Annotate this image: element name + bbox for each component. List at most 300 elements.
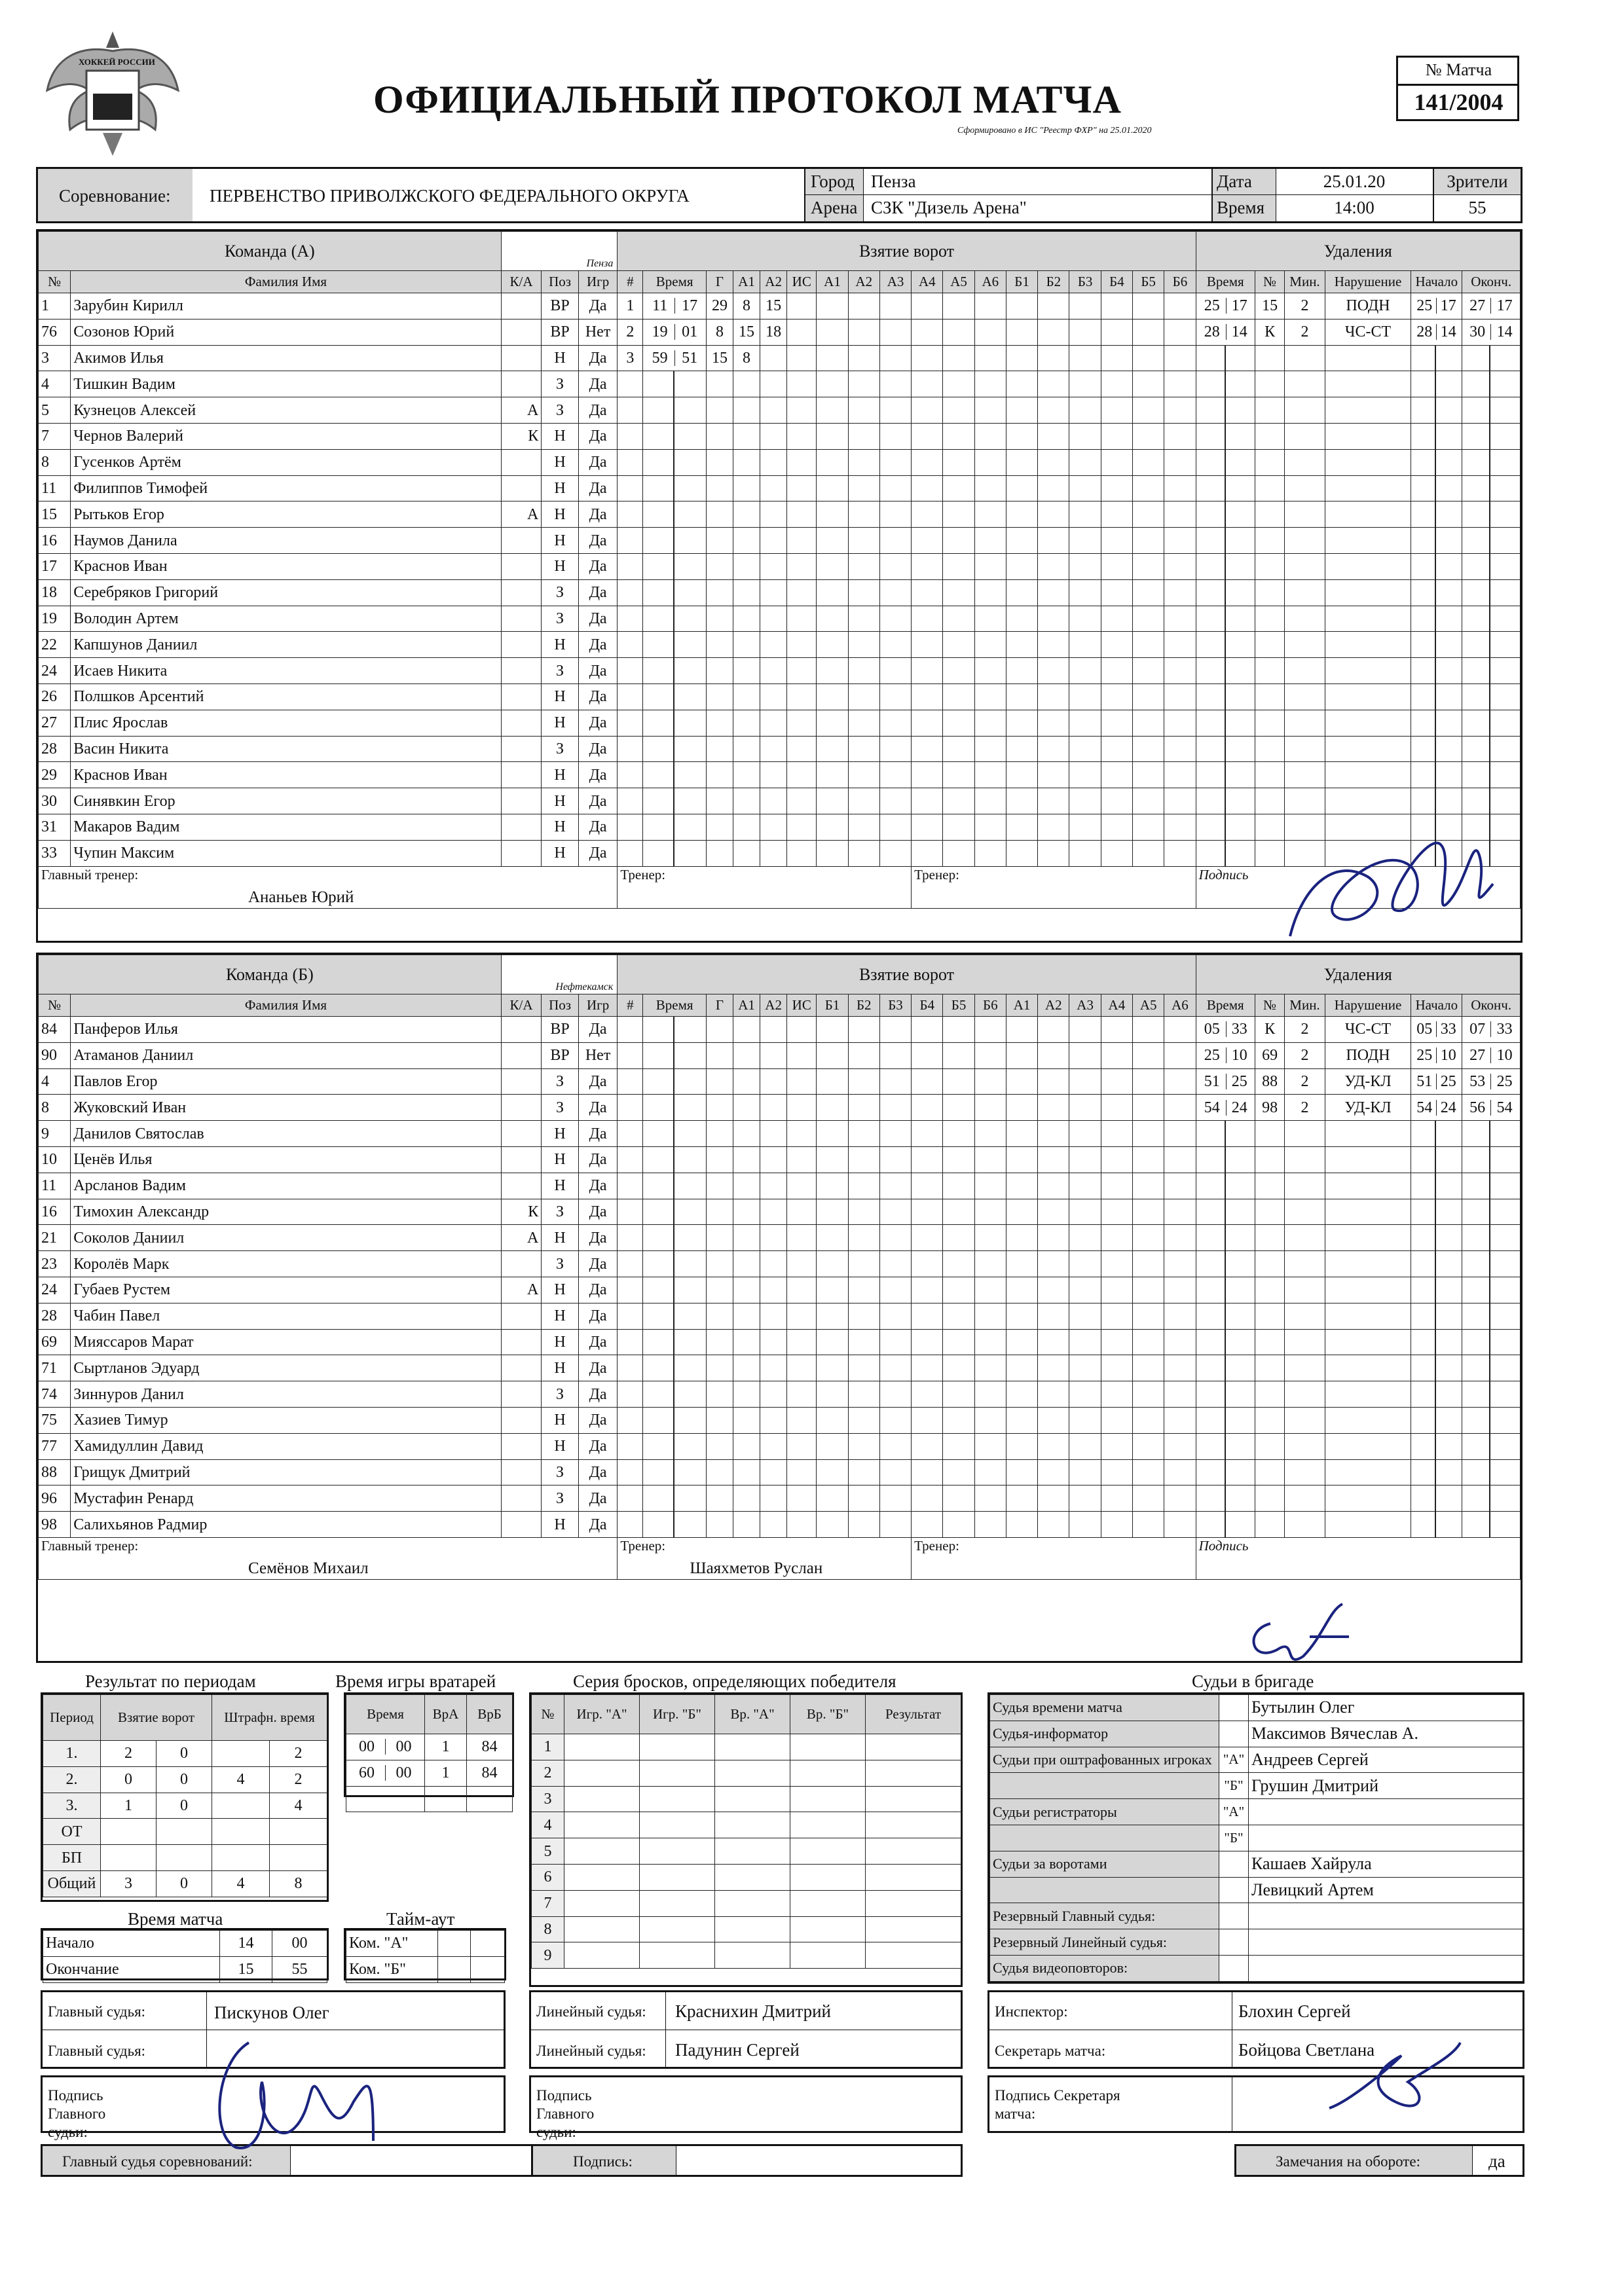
line-ref-2: Падунин Сергей bbox=[675, 2040, 800, 2060]
player-position: З bbox=[542, 397, 578, 424]
pen-minute: 28 bbox=[1198, 324, 1227, 340]
period-cell: 2 bbox=[101, 1741, 157, 1767]
shootout-num: 8 bbox=[532, 1916, 564, 1942]
player-number: 23 bbox=[39, 1251, 71, 1277]
team-label: Команда (А) bbox=[39, 232, 502, 271]
pen-second: 25 bbox=[1231, 1072, 1247, 1090]
player-position: Н bbox=[542, 528, 578, 554]
main-ref-label: Главный судья: bbox=[48, 2003, 146, 2020]
player-name: Хазиев Тимур bbox=[71, 1407, 501, 1433]
player-row bbox=[39, 762, 1521, 788]
col-pend: Оконч. bbox=[1462, 994, 1521, 1017]
goal-second: 01 bbox=[682, 323, 698, 341]
ref-row bbox=[990, 1747, 1523, 1773]
comp-ref-label: Главный судья соревнований: bbox=[62, 2153, 253, 2170]
gk-a: 1 bbox=[425, 1760, 467, 1786]
player-position: ВР bbox=[542, 1017, 578, 1043]
player-role: А bbox=[501, 1225, 542, 1251]
sign-label: Подпись: bbox=[573, 2153, 633, 2170]
player-played: Да bbox=[578, 658, 618, 684]
pen-start-min: 25 bbox=[1413, 1048, 1437, 1063]
player-row bbox=[39, 579, 1521, 606]
player-played: Да bbox=[578, 1017, 618, 1043]
goal-number: 1 bbox=[618, 293, 643, 319]
ref-row bbox=[990, 1877, 1523, 1903]
refs-title: Судьи в бригаде bbox=[1192, 1671, 1314, 1691]
coach-name: Шаяхметов Руслан bbox=[690, 1559, 823, 1577]
match-time-table bbox=[41, 1928, 329, 1980]
col-sixA-5: А6 bbox=[1164, 994, 1196, 1017]
player-position: З bbox=[542, 579, 578, 606]
player-played: Да bbox=[578, 1068, 618, 1095]
player-row bbox=[39, 397, 1521, 424]
player-row bbox=[39, 449, 1521, 475]
shootout-num: 1 bbox=[532, 1734, 564, 1760]
player-number: 21 bbox=[39, 1225, 71, 1251]
player-position: ВР bbox=[542, 319, 578, 345]
ref-team bbox=[1219, 1695, 1249, 1721]
col-sixA-2: А3 bbox=[879, 271, 911, 293]
gk-col: ВрА bbox=[425, 1695, 467, 1734]
ref-team bbox=[1219, 1929, 1249, 1956]
col-pviol: Нарушение bbox=[1325, 271, 1411, 293]
shootout-row bbox=[532, 1942, 961, 1969]
signature-team-a bbox=[1277, 805, 1506, 956]
pen-start-min: 05 bbox=[1413, 1021, 1437, 1037]
period-cell: 2 bbox=[270, 1741, 327, 1767]
player-position: Н bbox=[542, 475, 578, 501]
arena-value: СЗК "Дизель Арена" bbox=[871, 198, 1027, 217]
player-played: Да bbox=[578, 501, 618, 528]
pen-end-sec: 33 bbox=[1496, 1021, 1513, 1038]
player-number: 75 bbox=[39, 1407, 71, 1433]
player-name: Полшков Арсентий bbox=[71, 683, 501, 710]
pen-player: К bbox=[1255, 1017, 1284, 1043]
gk-title: Время игры вратарей bbox=[335, 1671, 496, 1691]
player-played: Да bbox=[578, 1512, 618, 1538]
col-ptime: Время bbox=[1196, 994, 1255, 1017]
period-cell: 0 bbox=[157, 1793, 212, 1819]
col-period: Период bbox=[43, 1695, 101, 1741]
player-row bbox=[39, 736, 1521, 762]
col-pmin: Мин. bbox=[1285, 994, 1325, 1017]
ref-team bbox=[1219, 1955, 1249, 1981]
player-position: З bbox=[542, 1381, 578, 1408]
player-role bbox=[501, 528, 542, 554]
sign-label: Подпись bbox=[1198, 866, 1249, 883]
inspector-value: Блохин Сергей bbox=[1238, 2001, 1351, 2021]
player-row bbox=[39, 1121, 1521, 1147]
player-number: 19 bbox=[39, 606, 71, 632]
col-sixB-3: Б4 bbox=[912, 994, 943, 1017]
shootout-num: 5 bbox=[532, 1838, 564, 1865]
player-number: 88 bbox=[39, 1459, 71, 1485]
player-role: А bbox=[501, 501, 542, 528]
player-role bbox=[501, 449, 542, 475]
refs-table bbox=[987, 1692, 1524, 1984]
player-role bbox=[501, 710, 542, 736]
player-row bbox=[39, 1303, 1521, 1329]
player-row bbox=[39, 475, 1521, 501]
pen-end-min: 27 bbox=[1464, 298, 1491, 314]
player-played: Да bbox=[578, 632, 618, 658]
shootout-row bbox=[532, 1864, 961, 1890]
player-role bbox=[501, 632, 542, 658]
goal-minute: 59 bbox=[645, 350, 675, 366]
player-row bbox=[39, 1485, 1521, 1512]
period-cell: БП bbox=[43, 1845, 101, 1871]
player-name: Серебряков Григорий bbox=[71, 579, 501, 606]
coach-label: Тренер: bbox=[620, 1537, 666, 1554]
period-cell: 0 bbox=[157, 1766, 212, 1793]
pen-end-sec: 54 bbox=[1496, 1099, 1513, 1116]
player-name: Королёв Марк bbox=[71, 1251, 501, 1277]
player-number: 17 bbox=[39, 553, 71, 579]
period-cell bbox=[101, 1819, 157, 1845]
player-role bbox=[501, 840, 542, 866]
ref-name: Андреев Сергей bbox=[1249, 1747, 1523, 1773]
player-number: 31 bbox=[39, 814, 71, 840]
main-ref-1: Пискунов Олег bbox=[214, 2003, 329, 2022]
player-number: 16 bbox=[39, 1199, 71, 1225]
line-ref-label-2: Линейный судья: bbox=[536, 2043, 646, 2059]
end-min: 55 bbox=[272, 1956, 327, 1982]
player-number: 24 bbox=[39, 658, 71, 684]
shootout-row bbox=[532, 1734, 961, 1760]
goal-assist-1: 15 bbox=[733, 319, 760, 345]
player-played: Нет bbox=[578, 319, 618, 345]
ref-role: Резервный Линейный судья: bbox=[990, 1929, 1219, 1956]
pen-player: 15 bbox=[1255, 293, 1284, 319]
player-position: Н bbox=[542, 449, 578, 475]
competition-name: ПЕРВЕНСТВО ПРИВОЛЖСКОГО ФЕДЕРАЛЬНОГО ОКРУГА bbox=[210, 186, 690, 206]
line-ref-label: Линейный судья: bbox=[536, 2003, 646, 2020]
head-coach-label: Главный тренер: bbox=[41, 1537, 139, 1554]
player-row bbox=[39, 501, 1521, 528]
col-pstart: Начало bbox=[1411, 994, 1462, 1017]
team-label: Команда (Б) bbox=[39, 955, 502, 994]
player-number: 1 bbox=[39, 293, 71, 319]
shootout-row bbox=[532, 1916, 961, 1942]
pen-start-sec: 17 bbox=[1440, 297, 1456, 315]
player-role bbox=[501, 1433, 542, 1459]
col-a2: А2 bbox=[760, 271, 787, 293]
period-cell: 3 bbox=[101, 1870, 157, 1897]
player-number: 11 bbox=[39, 475, 71, 501]
player-role bbox=[501, 762, 542, 788]
pen-end-min: 56 bbox=[1464, 1100, 1491, 1116]
player-role bbox=[501, 553, 542, 579]
pen-second: 17 bbox=[1231, 297, 1247, 315]
remarks-label: Замечания на обороте: bbox=[1276, 2153, 1420, 2170]
player-number: 30 bbox=[39, 788, 71, 814]
shootout-col: Результат bbox=[866, 1695, 961, 1734]
col-sixA-4: А5 bbox=[943, 271, 974, 293]
ref-team bbox=[1219, 1721, 1249, 1747]
player-role bbox=[501, 658, 542, 684]
col-sixA-3: А4 bbox=[1101, 994, 1132, 1017]
ref-role: Резервный Главный судья: bbox=[990, 1903, 1219, 1929]
ref-row bbox=[990, 1903, 1523, 1929]
player-position: З bbox=[542, 1459, 578, 1485]
player-name: Павлов Егор bbox=[71, 1068, 501, 1095]
player-role bbox=[501, 371, 542, 397]
remarks-value: да bbox=[1488, 2151, 1505, 2171]
player-number: 4 bbox=[39, 371, 71, 397]
goal-assist-1: 8 bbox=[733, 293, 760, 319]
gk-row bbox=[346, 1760, 513, 1786]
end-hour: 15 bbox=[220, 1956, 272, 1982]
player-played: Да bbox=[578, 1433, 618, 1459]
shootout-num: 3 bbox=[532, 1786, 564, 1812]
shootout-num: 4 bbox=[532, 1812, 564, 1838]
col-pos: Поз bbox=[542, 271, 578, 293]
period-cell: 1. bbox=[43, 1741, 101, 1767]
goals-header: Взятие ворот bbox=[618, 232, 1196, 271]
inspector-label: Инспектор: bbox=[995, 2003, 1068, 2020]
player-name: Акимов Илья bbox=[71, 345, 501, 371]
date-value: 25.01.20 bbox=[1323, 172, 1386, 191]
secretary-label: Секретарь матча: bbox=[995, 2043, 1106, 2059]
ref-team: "А" bbox=[1219, 1799, 1249, 1825]
period-cell: 2 bbox=[270, 1766, 327, 1793]
pen-minutes: 2 bbox=[1285, 293, 1325, 319]
player-position: Н bbox=[542, 553, 578, 579]
col-igr: Игр bbox=[578, 994, 618, 1017]
col-sixB-1: Б2 bbox=[1038, 271, 1069, 293]
player-row bbox=[39, 528, 1521, 554]
ref-role bbox=[990, 1825, 1219, 1851]
player-role bbox=[501, 1146, 542, 1173]
player-name: Чупин Максим bbox=[71, 840, 501, 866]
col-g: Г bbox=[706, 271, 733, 293]
player-role bbox=[501, 1485, 542, 1512]
player-name: Капшунов Даниил bbox=[71, 632, 501, 658]
player-row bbox=[39, 371, 1521, 397]
ref-name: Левицкий Артем bbox=[1249, 1877, 1523, 1903]
player-role bbox=[501, 814, 542, 840]
player-position: Н bbox=[542, 1303, 578, 1329]
col-sixA-5: А6 bbox=[974, 271, 1006, 293]
player-row bbox=[39, 293, 1521, 319]
pens-header: Удаления bbox=[1196, 955, 1520, 994]
player-row bbox=[39, 1017, 1521, 1043]
player-role bbox=[501, 1355, 542, 1381]
coach-label-2: Тренер: bbox=[914, 866, 959, 883]
player-role bbox=[501, 1042, 542, 1068]
ref-team: "Б" bbox=[1219, 1825, 1249, 1851]
player-name: Соколов Даниил bbox=[71, 1225, 501, 1251]
date-label: Дата bbox=[1217, 172, 1252, 191]
player-played: Да bbox=[578, 736, 618, 762]
ref-role: Судья времени матча bbox=[990, 1695, 1219, 1721]
ref-row bbox=[990, 1851, 1523, 1877]
ref-row bbox=[990, 1955, 1523, 1981]
player-position: ВР bbox=[542, 1042, 578, 1068]
pen-player: 98 bbox=[1255, 1095, 1284, 1121]
pen-end-sec: 17 bbox=[1496, 297, 1513, 315]
period-row bbox=[43, 1819, 327, 1845]
col-sixB-2: Б3 bbox=[879, 994, 911, 1017]
period-cell: 0 bbox=[101, 1766, 157, 1793]
player-row bbox=[39, 606, 1521, 632]
col-sixB-5: Б6 bbox=[1164, 271, 1196, 293]
pen-minutes: 2 bbox=[1285, 1017, 1325, 1043]
col-ptime: Время bbox=[1196, 271, 1255, 293]
goals-header: Взятие ворот bbox=[618, 955, 1196, 994]
col-igr: Игр bbox=[578, 271, 618, 293]
player-name: Арсланов Вадим bbox=[71, 1173, 501, 1199]
player-name: Сыртланов Эдуард bbox=[71, 1355, 501, 1381]
spectators-value: 55 bbox=[1468, 198, 1486, 217]
col-sixB-0: Б1 bbox=[817, 994, 848, 1017]
ref-team bbox=[1219, 1903, 1249, 1929]
col-ka: К/А bbox=[501, 994, 542, 1017]
player-played: Да bbox=[578, 788, 618, 814]
player-role bbox=[501, 1251, 542, 1277]
period-cell bbox=[270, 1845, 327, 1871]
info-row bbox=[36, 167, 1522, 223]
shootout-col: Игр. "Б" bbox=[640, 1695, 715, 1734]
player-role bbox=[501, 1121, 542, 1147]
shootout-num: 7 bbox=[532, 1890, 564, 1916]
player-position: Н bbox=[542, 1277, 578, 1303]
col-gtime: Время bbox=[643, 994, 707, 1017]
player-number: 27 bbox=[39, 710, 71, 736]
col-ka: К/А bbox=[501, 271, 542, 293]
line-ref-box bbox=[529, 1990, 963, 2069]
pen-start-min: 54 bbox=[1413, 1100, 1437, 1116]
player-role bbox=[501, 606, 542, 632]
period-cell: 4 bbox=[270, 1793, 327, 1819]
remarks-box bbox=[1234, 2144, 1524, 2177]
ref-row bbox=[990, 1773, 1523, 1799]
pen-end-min: 30 bbox=[1464, 324, 1491, 340]
player-played: Да bbox=[578, 710, 618, 736]
sign-sec-label: Подпись Секретаря матча: bbox=[995, 2087, 1120, 2122]
pen-minutes: 2 bbox=[1285, 1042, 1325, 1068]
col-pno: № bbox=[1255, 271, 1284, 293]
player-name: Ценёв Илья bbox=[71, 1146, 501, 1173]
player-played: Да bbox=[578, 1277, 618, 1303]
player-row bbox=[39, 1251, 1521, 1277]
ref-name: Грушин Дмитрий bbox=[1249, 1773, 1523, 1799]
player-position: Н bbox=[542, 1329, 578, 1355]
head-coach-name: Семёнов Михаил bbox=[248, 1559, 369, 1577]
player-played: Да bbox=[578, 1121, 618, 1147]
player-position: Н bbox=[542, 501, 578, 528]
col-sixB-2: Б3 bbox=[1069, 271, 1101, 293]
player-position: Н bbox=[542, 1121, 578, 1147]
player-number: 4 bbox=[39, 1068, 71, 1095]
player-position: Н bbox=[542, 683, 578, 710]
player-name: Губаев Рустем bbox=[71, 1277, 501, 1303]
player-name: Володин Артем bbox=[71, 606, 501, 632]
player-role bbox=[501, 1068, 542, 1095]
col-period-pen: Штрафн. время bbox=[212, 1695, 327, 1741]
pen-minutes: 2 bbox=[1285, 1095, 1325, 1121]
player-position: З bbox=[542, 1485, 578, 1512]
period-row bbox=[43, 1766, 327, 1793]
player-position: З bbox=[542, 1199, 578, 1225]
ref-row bbox=[990, 1799, 1523, 1825]
logo-text: ХОККЕЙ РОССИИ bbox=[79, 57, 155, 67]
player-name: Васин Никита bbox=[71, 736, 501, 762]
col-pos: Поз bbox=[542, 994, 578, 1017]
pen-player: 88 bbox=[1255, 1068, 1284, 1095]
player-position: Н bbox=[542, 788, 578, 814]
col-no: № bbox=[39, 271, 71, 293]
player-row bbox=[39, 1199, 1521, 1225]
pen-minutes: 2 bbox=[1285, 1068, 1325, 1095]
goal-second: 51 bbox=[682, 349, 698, 367]
ref-role: Судьи при оштрафованных игроках bbox=[990, 1747, 1219, 1773]
player-number: 26 bbox=[39, 683, 71, 710]
pen-start-min: 51 bbox=[1413, 1074, 1437, 1089]
timeout-b: Ком. "Б" bbox=[346, 1956, 438, 1982]
start-hour: 14 bbox=[220, 1931, 272, 1957]
period-cell bbox=[157, 1845, 212, 1871]
goal-second: 17 bbox=[682, 297, 698, 315]
goal-assist-2: 15 bbox=[760, 293, 787, 319]
player-role bbox=[501, 1381, 542, 1408]
shootout-col: Вр. "Б" bbox=[790, 1695, 866, 1734]
col-sixA-4: А5 bbox=[1133, 994, 1164, 1017]
pen-start-min: 25 bbox=[1413, 298, 1437, 314]
player-name: Мияссаров Марат bbox=[71, 1329, 501, 1355]
player-role bbox=[501, 293, 542, 319]
player-name: Наумов Данила bbox=[71, 528, 501, 554]
team-city: Нефтекамск bbox=[555, 981, 614, 993]
ref-name bbox=[1249, 1799, 1523, 1825]
col-pviol: Нарушение bbox=[1325, 994, 1411, 1017]
player-name: Чернов Валерий bbox=[71, 423, 501, 449]
time-label: Время bbox=[1217, 198, 1264, 217]
player-row bbox=[39, 1225, 1521, 1251]
player-role bbox=[501, 788, 542, 814]
ref-role bbox=[990, 1773, 1219, 1799]
period-cell: 4 bbox=[212, 1870, 270, 1897]
timeout-title: Тайм-аут bbox=[386, 1909, 455, 1929]
player-position: Н bbox=[542, 814, 578, 840]
col-sixA-2: А3 bbox=[1069, 994, 1101, 1017]
player-row bbox=[39, 1068, 1521, 1095]
player-name: Рытьков Егор bbox=[71, 501, 501, 528]
col-a2: А2 bbox=[760, 994, 787, 1017]
col-is: ИС bbox=[787, 994, 817, 1017]
signature-main-ref bbox=[210, 2030, 439, 2160]
player-number: 90 bbox=[39, 1042, 71, 1068]
player-position: Н bbox=[542, 1433, 578, 1459]
col-sixB-4: Б5 bbox=[1133, 271, 1164, 293]
goal-minute: 19 bbox=[645, 324, 675, 340]
shootout-col: Вр. "А" bbox=[715, 1695, 790, 1734]
shootout-row bbox=[532, 1812, 961, 1838]
player-name: Исаев Никита bbox=[71, 658, 501, 684]
col-a1: А1 bbox=[733, 271, 760, 293]
ref-name bbox=[1249, 1903, 1523, 1929]
ref-role bbox=[990, 1877, 1219, 1903]
timeout-a: Ком. "А" bbox=[346, 1931, 438, 1957]
ref-name bbox=[1249, 1929, 1523, 1956]
player-row bbox=[39, 1146, 1521, 1173]
player-position: Н bbox=[542, 632, 578, 658]
signature-secretary bbox=[1310, 2030, 1467, 2128]
pen-minutes: 2 bbox=[1285, 319, 1325, 345]
gk-row bbox=[346, 1734, 513, 1760]
shootout-num: 9 bbox=[532, 1942, 564, 1969]
gk-a: 1 bbox=[425, 1734, 467, 1760]
